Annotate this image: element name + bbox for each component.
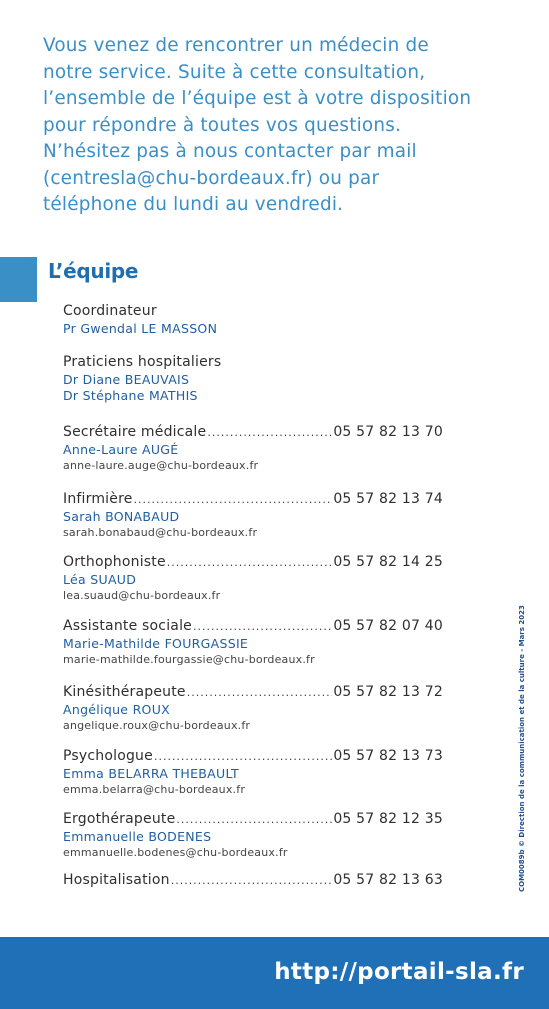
staff-name: Pr Gwendal LE MASSON: [63, 321, 218, 336]
dot-leader: [176, 813, 332, 826]
dot-leader: [154, 750, 332, 763]
role-line: [63, 684, 443, 702]
role-line: [63, 354, 443, 372]
paren-open: (: [43, 167, 51, 189]
role-label: Hospitalisation: [63, 872, 170, 888]
phone-number[interactable]: 05 57 82 12 35: [333, 811, 443, 827]
team-entry: [63, 491, 443, 541]
intro-line: N’hésitez pas à nous contacter par mail: [43, 141, 417, 162]
staff-name: Angélique ROUX: [63, 702, 171, 717]
role-label: Kinésithérapeute: [63, 684, 186, 700]
staff-name: Emma BELARRA THEBAULT: [63, 766, 239, 781]
role-label: Coordinateur: [63, 303, 157, 319]
staff-name: Emmanuelle BODENES: [63, 829, 212, 844]
footer-banner: [0, 937, 549, 1009]
phone-number[interactable]: 05 57 82 07 40: [333, 618, 443, 634]
team-entry: [63, 618, 443, 668]
intro-line: notre service. Suite à cette consultation,: [43, 61, 426, 83]
dot-leader: [187, 686, 333, 699]
team-entry: [63, 554, 443, 604]
intro-line: Vous venez de rencontrer un médecin de: [43, 35, 429, 56]
role-line: [63, 618, 443, 636]
role-line: [63, 491, 443, 509]
phone-number[interactable]: 05 57 82 13 73: [333, 748, 443, 764]
section-title: L’équipe: [48, 259, 139, 283]
team-entry: [63, 424, 443, 474]
intro-line: l’ensemble de l’équipe est à votre disposition: [43, 88, 472, 109]
staff-name: Marie-Mathilde FOURGASSIE: [63, 636, 249, 651]
staff-email[interactable]: lea.suaud@chu-bordeaux.fr: [63, 589, 221, 602]
role-line: [63, 748, 443, 766]
intro-mail-line: [43, 166, 513, 193]
section-marker: [0, 257, 37, 302]
staff-email[interactable]: emma.belarra@chu-bordeaux.fr: [63, 783, 246, 796]
contact-email-link[interactable]: centresla@chu-bordeaux.fr: [50, 167, 306, 189]
team-entry: [63, 872, 443, 890]
staff-name: Léa SUAUD: [63, 572, 137, 587]
team-entry: [63, 748, 443, 798]
role-line: [63, 872, 443, 890]
staff-email[interactable]: emmanuelle.bodenes@chu-bordeaux.fr: [63, 846, 288, 859]
intro-text: [43, 33, 513, 219]
dot-leader: [193, 620, 332, 633]
dot-leader: [167, 556, 333, 569]
staff-email[interactable]: anne-laure.auge@chu-bordeaux.fr: [63, 459, 259, 472]
team-entry: [63, 684, 443, 734]
phone-number[interactable]: 05 57 82 14 25: [333, 554, 443, 570]
team-entry: [63, 303, 443, 337]
side-credit: COM0089b © Direction de la communication et de la culture - Mars 2023: [518, 605, 526, 892]
footer-url-link[interactable]: http://portail-sla.fr: [274, 959, 524, 985]
staff-name: Anne-Laure AUGÉ: [63, 442, 179, 457]
staff-name: Dr Stéphane MATHIS: [63, 388, 198, 403]
phone-number[interactable]: 05 57 82 13 74: [333, 491, 443, 507]
team-entry: [63, 354, 443, 404]
role-line: [63, 303, 443, 321]
role-line: [63, 554, 443, 572]
role-label: Secrétaire médicale: [63, 424, 207, 440]
staff-name: Sarah BONABAUD: [63, 509, 180, 524]
dot-leader: [171, 874, 333, 887]
intro-line: pour répondre à toutes vos questions.: [43, 114, 402, 136]
staff-email[interactable]: sarah.bonabaud@chu-bordeaux.fr: [63, 526, 258, 539]
phone-number[interactable]: 05 57 82 13 63: [333, 872, 443, 888]
intro-line: téléphone du lundi au vendredi.: [43, 194, 344, 215]
role-line: [63, 424, 443, 442]
role-label: Ergothérapeute: [63, 811, 176, 827]
role-label: Orthophoniste: [63, 554, 166, 570]
staff-name: Dr Diane BEAUVAIS: [63, 372, 190, 387]
dot-leader: [207, 426, 332, 439]
staff-email[interactable]: marie-mathilde.fourgassie@chu-bordeaux.fr: [63, 653, 315, 666]
role-label: Infirmière: [63, 491, 133, 507]
role-label: Psychologue: [63, 748, 153, 764]
staff-email[interactable]: angelique.roux@chu-bordeaux.fr: [63, 719, 251, 732]
dot-leader: [134, 493, 333, 506]
phone-number[interactable]: 05 57 82 13 70: [333, 424, 443, 440]
team-entry: [63, 811, 443, 861]
mail-suffix: ) ou par: [305, 167, 380, 189]
role-label: Praticiens hospitaliers: [63, 354, 222, 370]
phone-number[interactable]: 05 57 82 13 72: [333, 684, 443, 700]
role-line: [63, 811, 443, 829]
role-label: Assistante sociale: [63, 618, 192, 634]
